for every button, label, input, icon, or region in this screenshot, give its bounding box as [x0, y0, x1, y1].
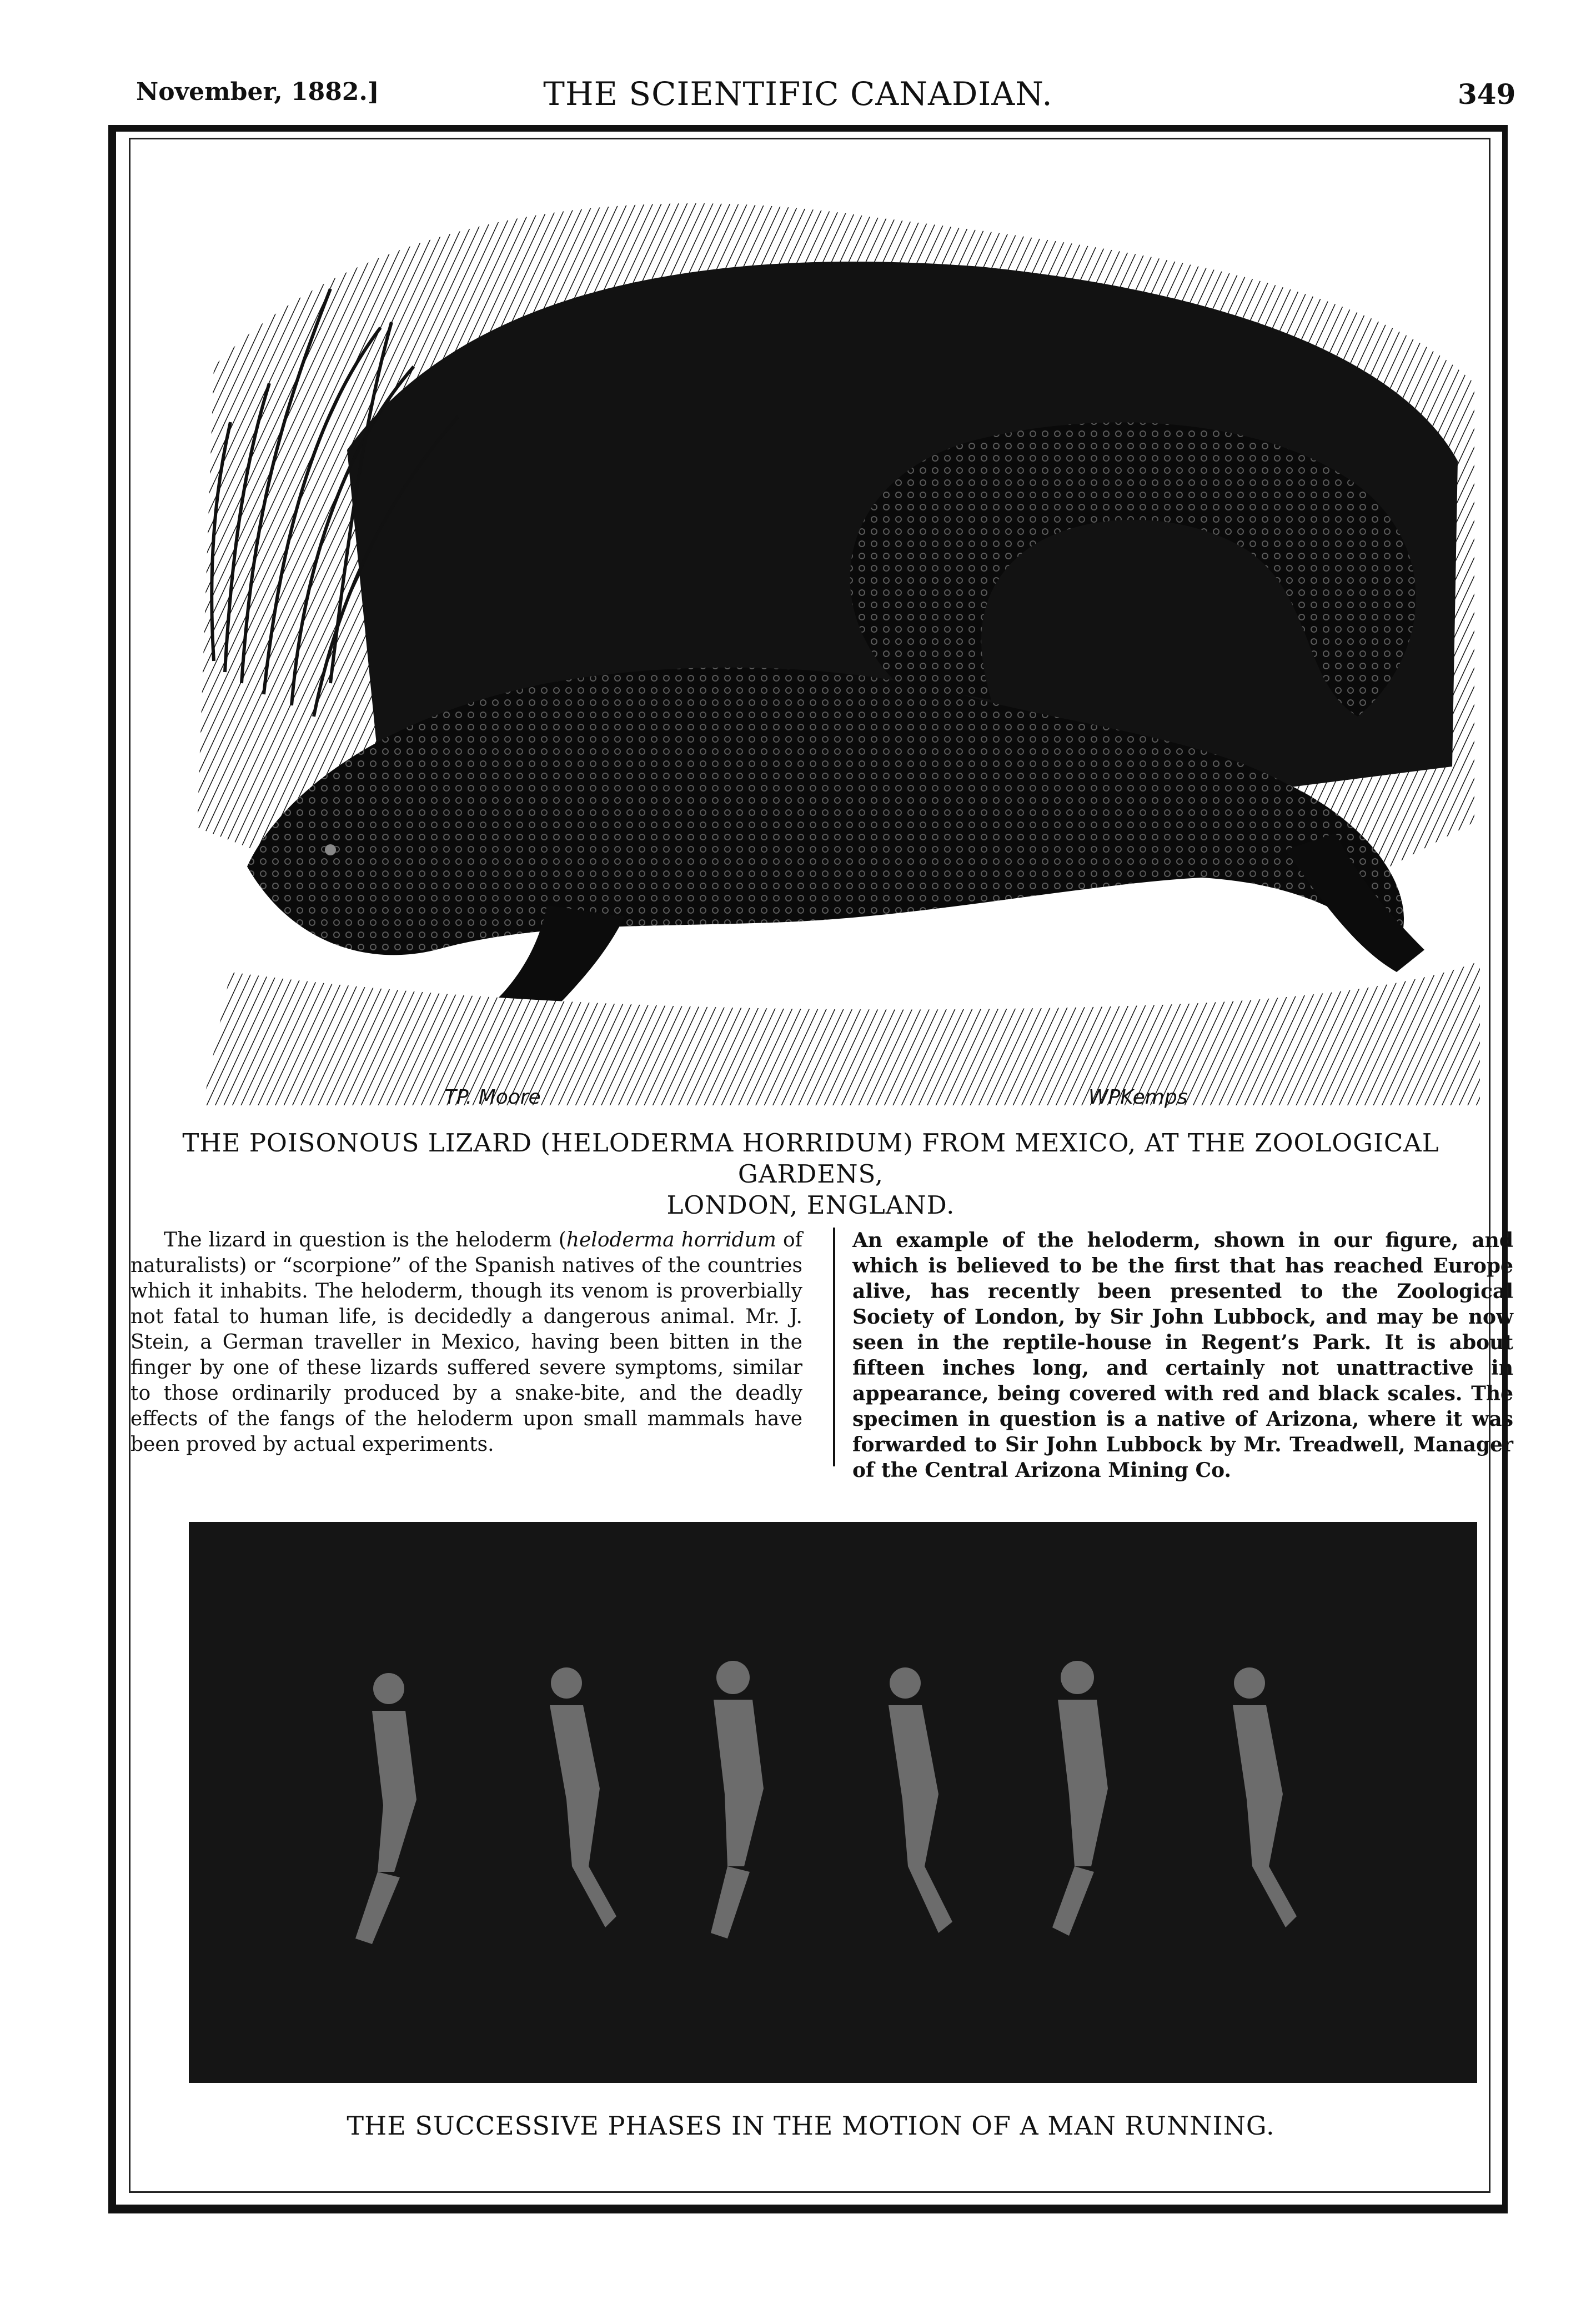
- engraver-signature-left: TP. Moore: [444, 1086, 541, 1109]
- article-left-species: heloderma horridum: [566, 1229, 776, 1251]
- page-number: 349: [1458, 78, 1516, 111]
- issue-date: November, 1882.]: [136, 78, 379, 106]
- article-column-left: [131, 1228, 802, 1457]
- column-divider: [833, 1228, 835, 1466]
- publication-title: THE SCIENTIFIC CANADIAN.: [543, 75, 1053, 113]
- lizard-caption-line1: THE POISONOUS LIZARD (HELODERMA HORRIDUM) FROM MEXICO, AT THE ZOOLOGICAL GARDENS,: [182, 1128, 1439, 1189]
- article-left-body: of naturalists) or “scorpione” of the Spanish natives of the countries which it inhabits. The heloderm, though its venom is proverbially not fatal to human life, is decidedly a dangerous animal. Mr. J. Stein, a German traveller in Mexico, having been bitten in the finger by one of these lizards suffered severe symptoms, similar to those ordinarily produced by a snake-bite, and the deadly effects of the fangs of the heloderm upon small mammals have been proved by actual experiments.: [131, 1229, 803, 1456]
- engraver-signature-right: WPKemps: [1088, 1086, 1188, 1109]
- lizard-engraving: [147, 183, 1485, 1116]
- running-caption: THE SUCCESSIVE PHASES IN THE MOTION OF A MAN RUNNING.: [347, 2111, 1275, 2141]
- article-left-intro: The lizard in question is the heloderm (: [164, 1229, 566, 1251]
- lizard-caption: [139, 1128, 1483, 1221]
- page-header: [0, 0, 1596, 128]
- lizard-caption-line2: LONDON, ENGLAND.: [666, 1190, 955, 1220]
- running-man-photograph: [189, 1522, 1477, 2083]
- article-column-right: An example of the heloderm, shown in our figure, and which is believed to be the first that has reached Europe alive, has recently been presented to the Zoological Society of London, by Sir John Lubbock, and may be now seen in the reptile-house in Regent’s Park. It is about fifteen inches long, and certainly not unattractive in appearance, being covered with red and black scales. The specimen in question is a native of Arizona, where it was forwarded to Sir John Lubbock by Mr. Treadwell, Manager of the Central Arizona Mining Co.: [852, 1229, 1513, 1482]
